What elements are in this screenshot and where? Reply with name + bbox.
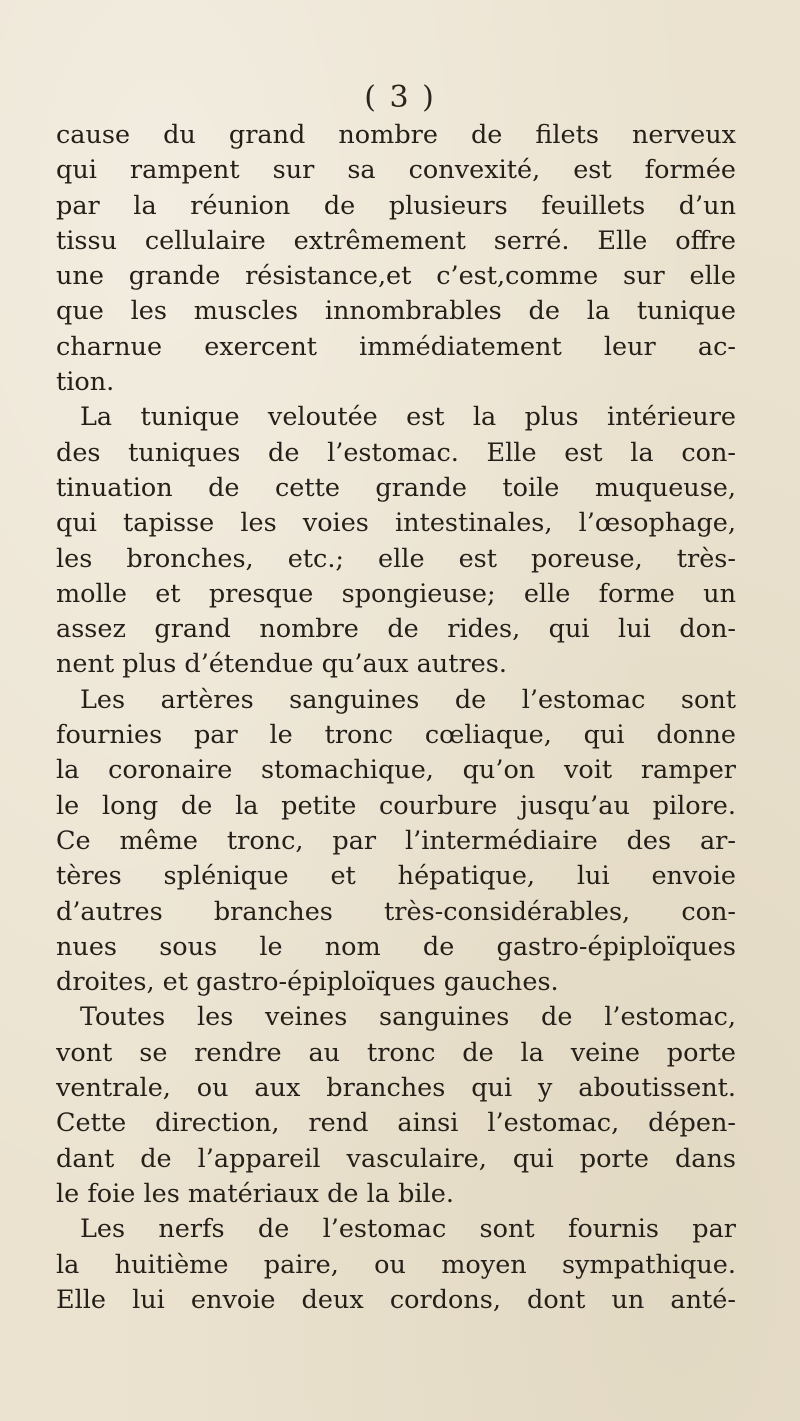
text-line: dant de l’appareil vasculaire, qui porte dans — [56, 1143, 736, 1174]
text-line: fournies par le tronc cœliaque, qui donne — [56, 720, 736, 751]
text-line: Elle lui envoie deux cordons, dont un anté- — [56, 1284, 736, 1315]
paragraph-start-line: La tunique veloutée est la plus intérieure — [80, 402, 736, 433]
paragraph-start-line: Les nerfs de l’estomac sont fournis par — [80, 1214, 736, 1245]
text-line: la coronaire stomachique, qu’on voit ramper — [56, 755, 736, 786]
text-line: molle et presque spongieuse; elle forme un — [56, 578, 736, 609]
text-line: la huitième paire, ou moyen sympathique. — [56, 1249, 736, 1280]
text-line: d’autres branches très-considérables, con- — [56, 896, 736, 927]
text-line: charnue exercent immédiatement leur ac- — [56, 331, 736, 362]
text-line: Cette direction, rend ainsi l’estomac, dépen- — [56, 1108, 736, 1139]
text-line: ventrale, ou aux branches qui y aboutissent. — [56, 1073, 736, 1104]
paragraph-start-line: Toutes les veines sanguines de l’estomac, — [80, 1002, 736, 1033]
text-line: le foie les matériaux de la bile. — [56, 1178, 454, 1209]
text-line: les bronches, etc.; elle est poreuse, très- — [56, 543, 736, 574]
text-line: droites, et gastro-épiploïques gauches. — [56, 967, 559, 998]
text-line: par la réunion de plusieurs feuillets d’un — [56, 190, 736, 221]
text-line: assez grand nombre de rides, qui lui don- — [56, 614, 736, 645]
text-line: des tuniques de l’estomac. Elle est la con- — [56, 437, 736, 468]
text-line: cause du grand nombre de filets nerveux — [56, 120, 736, 150]
text-line: le long de la petite courbure jusqu’au pilore. — [56, 790, 736, 821]
text-line: vont se rendre au tronc de la veine porte — [56, 1037, 736, 1068]
body-text — [56, 118, 736, 1318]
page-number: ( 3 ) — [364, 80, 436, 115]
text-line: tion. — [56, 367, 115, 398]
text-line: qui tapisse les voies intestinales, l’œsophage, — [56, 508, 736, 539]
text-line: nues sous le nom de gastro-épiploïques — [56, 931, 736, 962]
text-line: que les muscles innombrables de la tunique — [56, 296, 736, 327]
paragraph-start-line: Les artères sanguines de l’estomac sont — [80, 684, 736, 715]
text-line: tissu cellulaire extrêmement serré. Elle offre — [56, 225, 736, 256]
text-line: Ce même tronc, par l’intermédiaire des ar- — [56, 825, 736, 856]
text-line: qui rampent sur sa convexité, est formée — [56, 155, 736, 186]
text-line: nent plus d’étendue qu’aux autres. — [56, 649, 507, 680]
text-line: une grande résistance,et c’est,comme sur elle — [56, 261, 736, 292]
text-line: tinuation de cette grande toile muqueuse, — [56, 472, 736, 503]
text-line: tères splénique et hépatique, lui envoie — [56, 861, 736, 892]
